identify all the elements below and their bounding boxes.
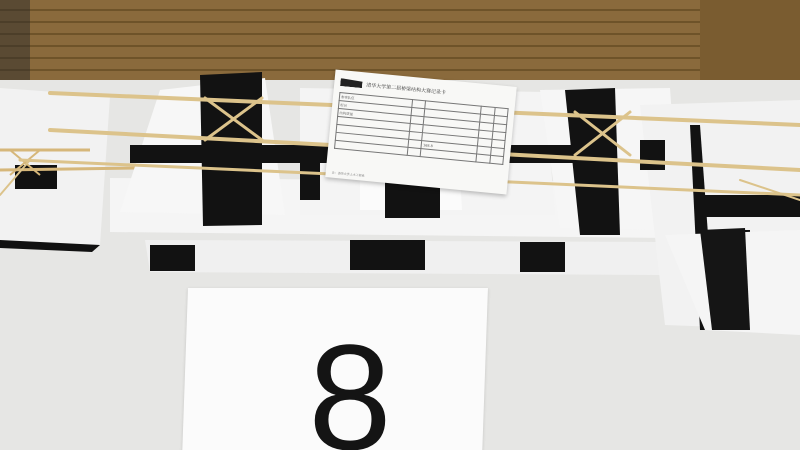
form-cell [476,154,490,163]
form-footer: 注：清华大学土木工程系 [331,170,365,178]
form-cell: 参赛队伍 [339,93,413,108]
wall-panel-right [700,0,800,90]
form-cell: 组员 [338,101,412,116]
score-form [325,70,517,195]
form-cell [407,147,421,156]
form-table [334,92,509,165]
wall-shadow-left [0,0,30,90]
team-number: 8 [308,313,392,450]
form-cell: 168.8 [421,141,478,154]
form-cell [490,155,504,164]
form-cell: 结构质量 [338,108,412,123]
university-logo [340,78,363,88]
form-title: 清华大学第二届桥梁结构大赛记录卡 [365,82,447,96]
